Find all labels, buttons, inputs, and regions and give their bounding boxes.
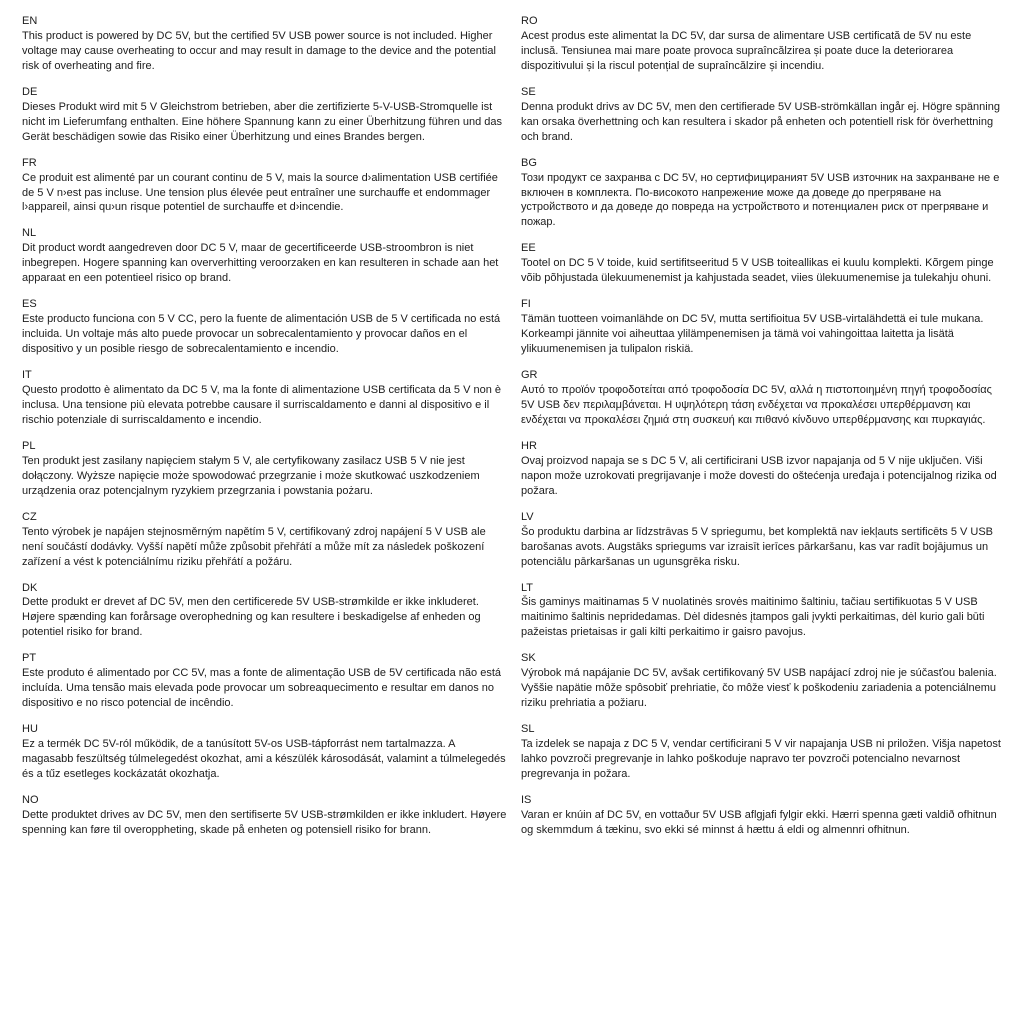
right-column [521,14,1006,1014]
language-warning-text: Този продукт се захранва с DC 5V, но сертифицираният 5V USB източник на захранване не е включен в комплекта. По-високото напрежение може да доведе до прегряване на устройството и да доведе до повреда на устройството и потенциален риск от прегряване и пожар. [521,171,1000,229]
language-warning-text: Výrobok má napájanie DC 5V, avšak certifikovaný 5V USB napájací zdroj nie je súčasťou balenia. Vyššie napätie môže spôsobiť prehriatie, čo môže viesť k poškodeniu zariadenia a potenciálnemu riziku prehriatia a požiaru. [521,667,997,710]
language-block [521,85,1006,145]
language-block [521,297,1006,357]
language-block [22,85,507,145]
language-block [22,226,507,286]
language-code-label: SL [521,723,535,736]
language-code-label: GR [521,369,538,382]
language-warning-text: Este producto funciona con 5 V CC, pero la fuente de alimentación USB de 5 V certificada no está incluida. Un voltaje más alto puede provocar un sobrecalentamiento y provocar daños en el dispositivo y un posible riesgo de sobrecalentamiento e incendio. [22,313,501,356]
language-warning-text: Dit product wordt aangedreven door DC 5 V, maar de gecertificeerde USB-stroombron is niet inbegrepen. Hogere spanning kan oververhitting veroorzaken en kan resulteren in schade aan het apparaat en een potentieel risico op brand. [22,242,499,285]
language-block [22,439,507,499]
language-code-label: SK [521,652,536,665]
language-block [521,368,1006,428]
language-code-label: NO [22,793,39,806]
language-warning-text: Αυτό το προϊόν τροφοδοτείται από τροφοδοσία DC 5V, αλλά η πιστοποιημένη πηγή τροφοδοσίας 5V USB δεν περιλαμβάνεται. Η υψηλότερη τάση ενδέχεται να προκαλέσει υπερθέρμανση και ενδέχεται να προκαλέσει ζημιά στη συσκευή και πιθανό κίνδυνο υπερθέρμανσης και πυρκαγιάς. [521,384,992,426]
language-block [22,297,507,357]
language-code-label: FI [521,298,531,311]
language-code-label: IT [22,369,32,382]
language-code-label: DE [22,85,38,98]
language-block [22,368,507,428]
language-code-label: PT [22,652,37,665]
language-block [22,156,507,216]
language-warning-text: Questo prodotto è alimentato da DC 5 V, ma la fonte di alimentazione USB certificata da 5 V non è inclusa. Una tensione più elevata potrebbe causare il surriscaldamento e danni al dispositivo e il rischio potenziale di surriscaldamento e incendio. [22,384,501,426]
language-block [521,439,1006,499]
language-block [22,510,507,570]
language-code-label: LT [521,581,534,594]
language-block [521,793,1006,838]
language-code-label: DK [22,581,38,594]
language-block [521,14,1006,74]
language-warning-text: Acest produs este alimentat la DC 5V, dar sursa de alimentare USB certificată de 5V nu este inclusă. Tensiunea mai mare poate provoca supraîncălzirea și poate duce la deteriorarea dispozitivului și la riscul potențial de supraîncălzire și incendiu. [521,29,972,72]
language-code-label: RO [521,15,538,27]
language-warning-text: Denna produkt drivs av DC 5V, men den certifierade 5V USB-strömkällan ingår ej. Högre spänning kan orsaka överhettning och kan resultera i skador på enheten och potentiell risk för överhettning och brand. [521,100,1000,143]
language-code-label: EE [521,242,536,255]
language-warning-text: Dette produkt er drevet af DC 5V, men den certificerede 5V USB-strømkilde er ikke inkluderet. Højere spænding kan forårsage overophedning og kan resultere i beskadigelse af enheden og potentiel risiko for brand. [22,596,481,639]
language-code-label: FR [22,156,37,169]
language-block [22,722,507,782]
language-code-label: LV [521,510,534,523]
language-code-label: ES [22,298,37,311]
language-code-label: SE [521,85,536,98]
language-warning-text: Varan er knúin af DC 5V, en vottaður 5V USB aflgjafi fylgir ekki. Hærri spenna gæti valdið ofhitnun og skemmdum á tækinu, svo ekki sé minnst á hættu á eldi og almennri ofhitnun. [521,808,997,836]
language-warning-text: This product is powered by DC 5V, but the certified 5V USB power source is not included. Higher voltage may cause overheating to occur and may result in damage to the device and the potential risk of overheating and fire. [22,29,496,72]
language-warning-text: Ta izdelek se napaja z DC 5 V, vendar certificirani 5 V vir napajanja USB ni priložen. Višja napetost lahko povzroči pregrevanje in lahko poškoduje napravo ter povzroči potencialno nevarnost pregrevanja in požara. [521,738,1001,780]
language-warning-text: Šo produktu darbina ar līdzstrāvas 5 V spriegumu, bet komplektā nav iekļauts sertificēts 5 V USB barošanas avots. Augstāks spriegums var izraisīt ierīces pārkaršanu, kas var radīt bojājumus un potenciālu pārkaršanas un ugunsgrēka risku. [521,525,994,568]
language-warning-text: Ez a termék DC 5V-ról működik, de a tanúsított 5V-os USB-tápforrást nem tartalmazza. A magasabb feszültség túlmelegedést okozhat, ami a készülék károsodását, valamint a túlmelegedés és a tűz esetleges kockázatát okozhatja. [22,738,506,780]
language-warning-text: Tootel on DC 5 V toide, kuid sertifitseeritud 5 V USB toiteallikas ei kuulu komplekti. Kõrgem pinge võib põhjustada ülekuumenemist ja kahjustada seadet, viies ülekuumenemise ja tulekahju ohuni. [521,257,994,285]
language-block [22,581,507,641]
language-code-label: HU [22,723,38,736]
left-column [22,14,507,1014]
language-block [22,14,507,74]
language-block [22,793,507,838]
language-warning-text: Dette produktet drives av DC 5V, men den sertifiserte 5V USB-strømkilden er ikke inkludert. Høyere spenning kan føre til overoppheting, skade på enheten og potensiell risiko for brann. [22,808,507,836]
language-code-label: IS [521,793,532,806]
language-code-label: NL [22,227,37,240]
language-block [521,651,1006,711]
language-code-label: HR [521,439,537,452]
language-block [22,651,507,711]
language-code-label: BG [521,156,537,169]
language-block [521,581,1006,641]
language-code-label: EN [22,15,38,27]
language-warning-text: Ten produkt jest zasilany napięciem stałym 5 V, ale certyfikowany zasilacz USB 5 V nie jest dołączony. Wyższe napięcie może spowodować przegrzanie i może skutkować uszkodzeniem urządzenia oraz potencjalnym ryzykiem przegrzania i powstania pożaru. [22,454,480,497]
language-code-label: PL [22,439,36,452]
language-block [521,241,1006,286]
language-code-label: CZ [22,510,37,523]
language-warning-text: Šis gaminys maitinamas 5 V nuolatinės srovės maitinimo šaltiniu, tačiau sertifikuotas 5 V USB maitinimo šaltinis nepridedamas. Dėl didesnės įtampos gali įvykti perkaitimas, dėl kurio gali būti pažeistas prietaisas ir gali kilti perkaitimo ir gaisro pavojus. [521,596,985,639]
language-warning-text: Tämän tuotteen voimanlähde on DC 5V, mutta sertifioitua 5V USB-virtalähdettä ei tule mukana. Korkeampi jännite voi aiheuttaa ylilämpenemisen ja tämä voi vahingoittaa laitetta ja lisätä ylikuumenemisen ja tulipalon riskiä. [521,313,984,356]
language-warning-text: Este produto é alimentado por CC 5V, mas a fonte de alimentação USB de 5V certificada não está incluída. Uma tensão mais elevada pode provocar um sobreaquecimento e resultar em danos no dispositivo e no risco potencial de incêndio. [22,667,501,710]
language-warning-text: Ovaj proizvod napaja se s DC 5 V, ali certificirani USB izvor napajanja od 5 V nije uključen. Viši napon može uzrokovati pregrijavanje i može dovesti do oštećenja uređaja i potencijalnog rizika od požara. [521,454,997,497]
language-block [521,510,1006,570]
language-warning-text: Ce produit est alimenté par un courant continu de 5 V, mais la source d›alimentation USB certifiée de 5 V n›est pas incluse. Une tension plus élevée peut entraîner une surchauffe et endommager l›appareil, ainsi qu›un risque potentiel de surchauffe et d›incendie. [22,171,498,214]
language-block [521,722,1006,782]
language-block [521,156,1006,231]
language-warning-text: Tento výrobek je napájen stejnosměrným napětím 5 V, certifikovaný zdroj napájení 5 V USB ale není součástí dodávky. Vyšší napětí může způsobit přehřátí a může mít za následek poškození zařízení a vést k potenciálnímu riziku přehřátí a požáru. [22,525,486,568]
language-warning-text: Dieses Produkt wird mit 5 V Gleichstrom betrieben, aber die zertifizierte 5-V-USB-Stromquelle ist nicht im Lieferumfang enthalten. Eine höhere Spannung kann zu einer Überhitzung führen und das Gerät beschädigen sowie das Risiko einer Überhitzung und eines Brandes bergen. [22,100,503,143]
